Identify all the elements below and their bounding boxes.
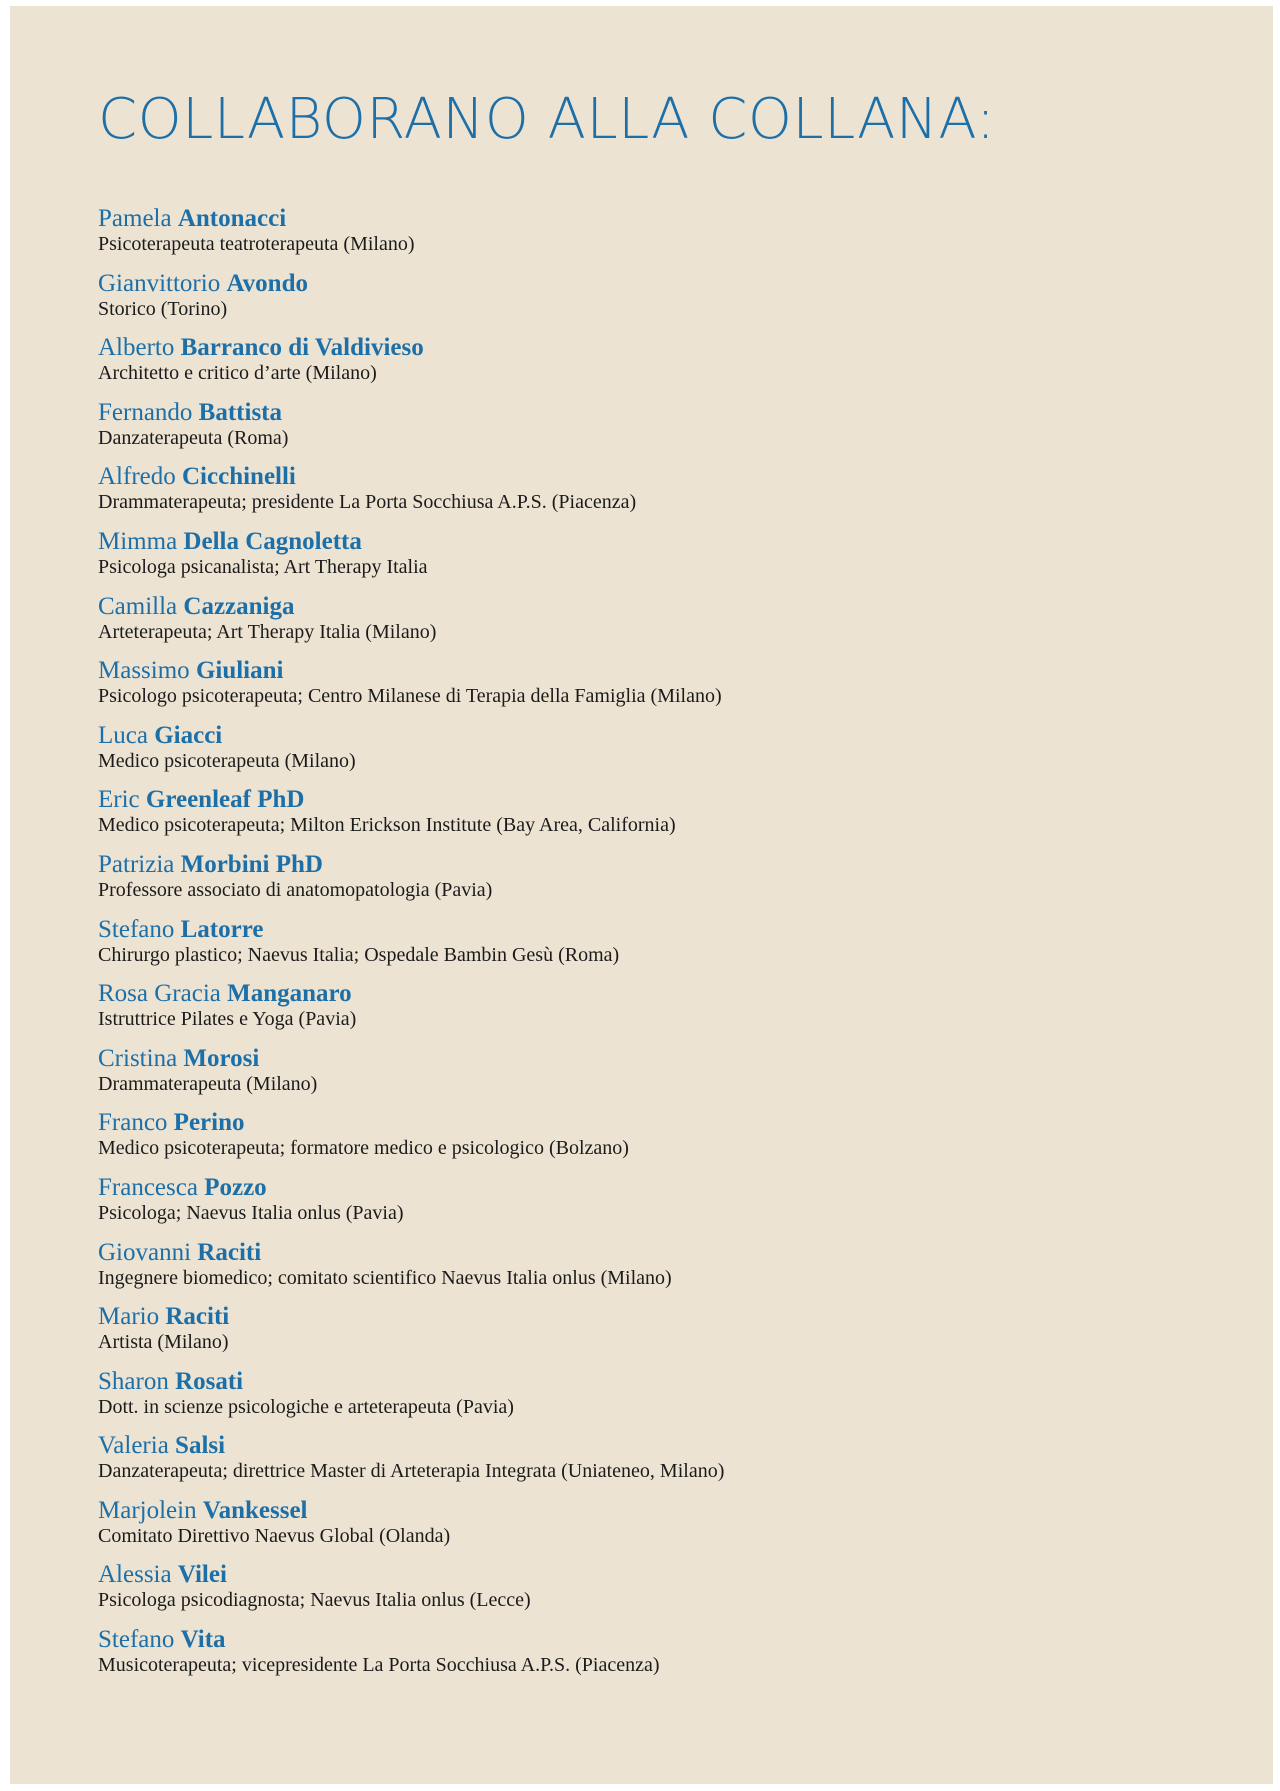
collaborator-first-name: Camilla bbox=[98, 592, 178, 620]
collaborator-name bbox=[98, 335, 1198, 361]
collaborator-entry bbox=[98, 1304, 1198, 1369]
collaborator-role: Psicologa; Naevus Italia onlus (Pavia) bbox=[98, 1201, 404, 1224]
collaborator-entry bbox=[98, 594, 1198, 659]
collaborator-entry bbox=[98, 1110, 1198, 1175]
collaborator-entry bbox=[98, 335, 1198, 400]
collaborator-entry bbox=[98, 981, 1198, 1046]
collaborator-last-name: Morbini PhD bbox=[180, 850, 323, 878]
collaborator-last-name: Raciti bbox=[165, 1303, 230, 1331]
collaborator-entry bbox=[98, 400, 1198, 465]
collaborator-name bbox=[98, 658, 1198, 684]
collaborator-last-name: Greenleaf PhD bbox=[145, 786, 305, 814]
collaborator-first-name: Alessia bbox=[98, 1561, 172, 1589]
collaborator-entry bbox=[98, 1433, 1198, 1498]
collaborator-name bbox=[98, 400, 1198, 426]
collaborator-role: Dott. in scienze psicologiche e arteterapeuta (Pavia) bbox=[98, 1395, 514, 1418]
collaborator-first-name: Luca bbox=[98, 721, 148, 749]
collaborator-name bbox=[98, 1433, 1198, 1459]
collaborator-last-name: Battista bbox=[198, 398, 282, 426]
collaborator-role: Psicologa psicodiagnosta; Naevus Italia onlus (Lecce) bbox=[98, 1589, 531, 1612]
collaborator-entry bbox=[98, 1175, 1198, 1240]
collaborator-role: Musicoterapeuta; vicepresidente La Porta Socchiusa A.P.S. (Piacenza) bbox=[98, 1654, 660, 1677]
collaborator-name bbox=[98, 1175, 1198, 1201]
collaborator-first-name: Alberto bbox=[98, 334, 175, 362]
collaborator-last-name: Vilei bbox=[177, 1561, 227, 1589]
collaborator-last-name: Giuliani bbox=[195, 657, 284, 685]
collaborator-name bbox=[98, 1240, 1198, 1266]
collaborator-last-name: Cazzaniga bbox=[183, 592, 295, 620]
collaborator-name bbox=[98, 787, 1198, 813]
collaborator-name bbox=[98, 1110, 1198, 1136]
collaborator-name bbox=[98, 271, 1198, 297]
collaborator-first-name: Gianvittorio bbox=[98, 269, 221, 297]
collaborator-entry bbox=[98, 464, 1198, 529]
collaborator-entry bbox=[98, 658, 1198, 723]
collaborator-role: Psicologo psicoterapeuta; Centro Milanese di Terapia della Famiglia (Milano) bbox=[98, 685, 722, 708]
collaborator-entry bbox=[98, 787, 1198, 852]
collaborator-entry bbox=[98, 529, 1198, 594]
collaborator-list bbox=[98, 206, 1198, 1692]
collaborator-role: Comitato Direttivo Naevus Global (Olanda) bbox=[98, 1524, 451, 1547]
collaborator-first-name: Alfredo bbox=[98, 463, 176, 491]
collaborator-entry bbox=[98, 1562, 1198, 1627]
collaborator-last-name: Antonacci bbox=[177, 205, 287, 232]
collaborator-name bbox=[98, 1369, 1198, 1395]
collaborator-first-name: Fernando bbox=[98, 398, 193, 426]
collaborator-role: Ingegnere biomedico; comitato scientifico Naevus Italia onlus (Milano) bbox=[98, 1266, 672, 1289]
collaborator-last-name: Raciti bbox=[197, 1238, 262, 1266]
collaborator-name bbox=[98, 594, 1198, 620]
collaborator-role: Medico psicoterapeuta (Milano) bbox=[98, 749, 356, 772]
collaborator-role: Chirurgo plastico; Naevus Italia; Ospedale Bambin Gesù (Roma) bbox=[98, 943, 620, 966]
collaborator-last-name: Cicchinelli bbox=[182, 463, 296, 491]
collaborator-role: Architetto e critico d’arte (Milano) bbox=[98, 362, 377, 385]
collaborator-last-name: Latorre bbox=[180, 915, 264, 943]
collaborator-name bbox=[98, 464, 1198, 490]
collaborator-role: Danzaterapeuta (Roma) bbox=[98, 426, 289, 449]
collaborator-last-name: Barranco di Valdivieso bbox=[180, 334, 424, 362]
collaborator-entry bbox=[98, 1498, 1198, 1563]
collaborator-last-name: Morosi bbox=[183, 1044, 260, 1072]
collaborator-last-name: Pozzo bbox=[204, 1173, 267, 1201]
collaborator-last-name: Rosati bbox=[175, 1367, 244, 1395]
collaborator-name bbox=[98, 723, 1198, 749]
collaborator-last-name: Manganaro bbox=[227, 980, 352, 1008]
collaborator-role: Storico (Torino) bbox=[98, 297, 228, 320]
collaborator-name bbox=[98, 1498, 1198, 1524]
collaborator-entry bbox=[98, 1627, 1198, 1692]
collaborator-entry bbox=[98, 917, 1198, 982]
collaborator-last-name: Della Cagnoletta bbox=[183, 527, 362, 555]
collaborator-last-name: Giacci bbox=[154, 721, 223, 749]
collaborator-entry bbox=[98, 271, 1198, 336]
collaborator-role: Psicologa psicanalista; Art Therapy Italia bbox=[98, 555, 428, 578]
collaborator-entry bbox=[98, 723, 1198, 788]
collaborator-first-name: Stefano bbox=[98, 1626, 175, 1654]
collaborator-role: Medico psicoterapeuta; formatore medico e psicologico (Bolzano) bbox=[98, 1137, 629, 1160]
collaborator-role: Artista (Milano) bbox=[98, 1331, 229, 1354]
collaborator-first-name: Mario bbox=[98, 1303, 160, 1331]
collaborator-first-name: Pamela bbox=[98, 205, 172, 232]
collaborator-role: Medico psicoterapeuta; Milton Erickson Institute (Bay Area, California) bbox=[98, 814, 676, 837]
collaborator-last-name: Perino bbox=[173, 1109, 245, 1137]
collaborator-first-name: Cristina bbox=[98, 1044, 178, 1072]
collaborator-entry bbox=[98, 852, 1198, 917]
page-title: COLLABORANO ALLA COLLANA: bbox=[98, 87, 996, 152]
collaborator-role: Drammaterapeuta; presidente La Porta Socchiusa A.P.S. (Piacenza) bbox=[98, 491, 637, 514]
collaborator-role: Drammaterapeuta (Milano) bbox=[98, 1072, 318, 1095]
collaborator-role: Istruttrice Pilates e Yoga (Pavia) bbox=[98, 1008, 357, 1031]
collaborator-first-name: Francesca bbox=[98, 1173, 198, 1201]
collaborator-name bbox=[98, 1627, 1198, 1653]
collaborator-name bbox=[98, 852, 1198, 878]
collaborator-role: Professore associato di anatomopatologia (Pavia) bbox=[98, 878, 493, 901]
document-page bbox=[10, 6, 1273, 1784]
collaborator-first-name: Massimo bbox=[98, 657, 190, 685]
collaborator-first-name: Rosa Gracia bbox=[98, 980, 221, 1008]
collaborator-name bbox=[98, 1562, 1198, 1588]
collaborator-first-name: Patrizia bbox=[98, 850, 175, 878]
collaborator-name bbox=[98, 1304, 1198, 1330]
collaborator-name bbox=[98, 981, 1198, 1007]
collaborator-entry bbox=[98, 1240, 1198, 1305]
collaborator-last-name: Vankessel bbox=[202, 1496, 308, 1524]
collaborator-name bbox=[98, 529, 1198, 555]
collaborator-first-name: Valeria bbox=[98, 1432, 169, 1460]
collaborator-entry bbox=[98, 1369, 1198, 1434]
collaborator-role: Arteterapeuta; Art Therapy Italia (Milano) bbox=[98, 620, 437, 643]
collaborator-first-name: Sharon bbox=[98, 1367, 169, 1395]
collaborator-first-name: Giovanni bbox=[98, 1238, 192, 1266]
collaborator-last-name: Vita bbox=[180, 1626, 226, 1654]
collaborator-first-name: Mimma bbox=[98, 527, 178, 555]
collaborator-first-name: Eric bbox=[98, 786, 140, 814]
collaborator-first-name: Stefano bbox=[98, 915, 175, 943]
collaborator-name bbox=[98, 206, 1198, 232]
collaborator-last-name: Salsi bbox=[175, 1432, 226, 1460]
collaborator-name bbox=[98, 917, 1198, 943]
collaborator-name bbox=[98, 1046, 1198, 1072]
collaborator-last-name: Avondo bbox=[226, 269, 308, 297]
collaborator-role: Psicoterapeuta teatroterapeuta (Milano) bbox=[98, 233, 415, 255]
collaborator-role: Danzaterapeuta; direttrice Master di Arteterapia Integrata (Uniateneo, Milano) bbox=[98, 1460, 725, 1483]
collaborator-entry bbox=[98, 206, 1198, 271]
collaborator-first-name: Franco bbox=[98, 1109, 168, 1137]
collaborator-entry bbox=[98, 1046, 1198, 1111]
collaborator-first-name: Marjolein bbox=[98, 1496, 197, 1524]
